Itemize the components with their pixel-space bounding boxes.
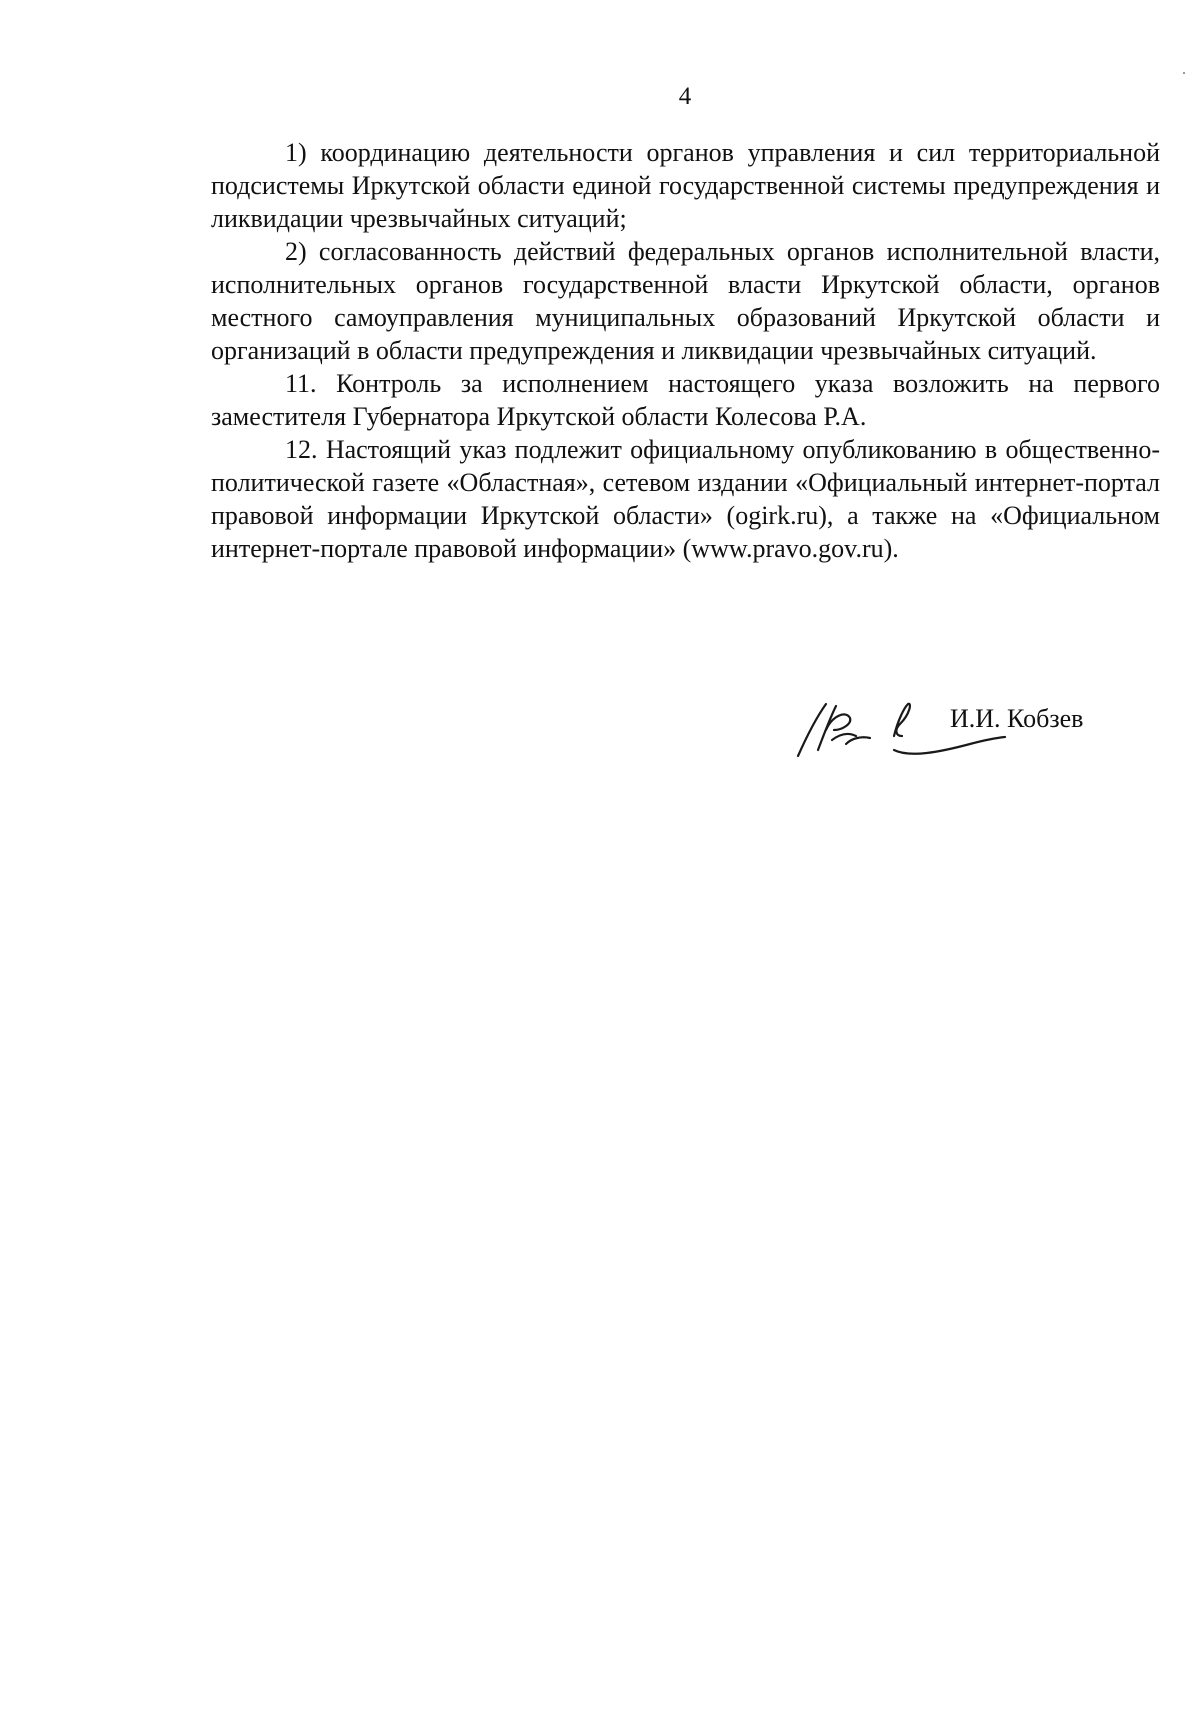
paragraph-item-1: 1) координацию деятельности органов управления и сил территориальной подсистемы Иркутской области единой государственной системы предупреждения и ликвидации чрезвычайных ситуаций; [211, 138, 1160, 233]
paragraph-12: 12. Настоящий указ подлежит официальному опубликованию в общественно-политической газете «Областная», сетевом издании «Официальный интернет-портал правовой информации Иркутской области» (ogirk.ru), а также на «Официальном интернет-портале правовой информации» (www.pravo.gov.ru). [211, 435, 1160, 563]
paragraph-11: 11. Контроль за исполнением настоящего указа возложить на первого заместителя Губернатора Иркутской области Колесова Р.А. [211, 369, 1160, 431]
signer-name: И.И. Кобзев [950, 704, 1084, 733]
page-number: 4 [678, 83, 692, 110]
signature-block [790, 690, 1110, 770]
document-body [211, 136, 1160, 565]
scan-mark [1183, 72, 1185, 74]
paragraph-item-2: 2) согласованность действий федеральных органов исполнительной власти, исполнительных органов государственной власти Иркутской области, органов местного самоуправления муниципальных образований Иркутской области и организаций в области предупреждения и ликвидации чрезвычайных ситуаций. [211, 237, 1160, 365]
